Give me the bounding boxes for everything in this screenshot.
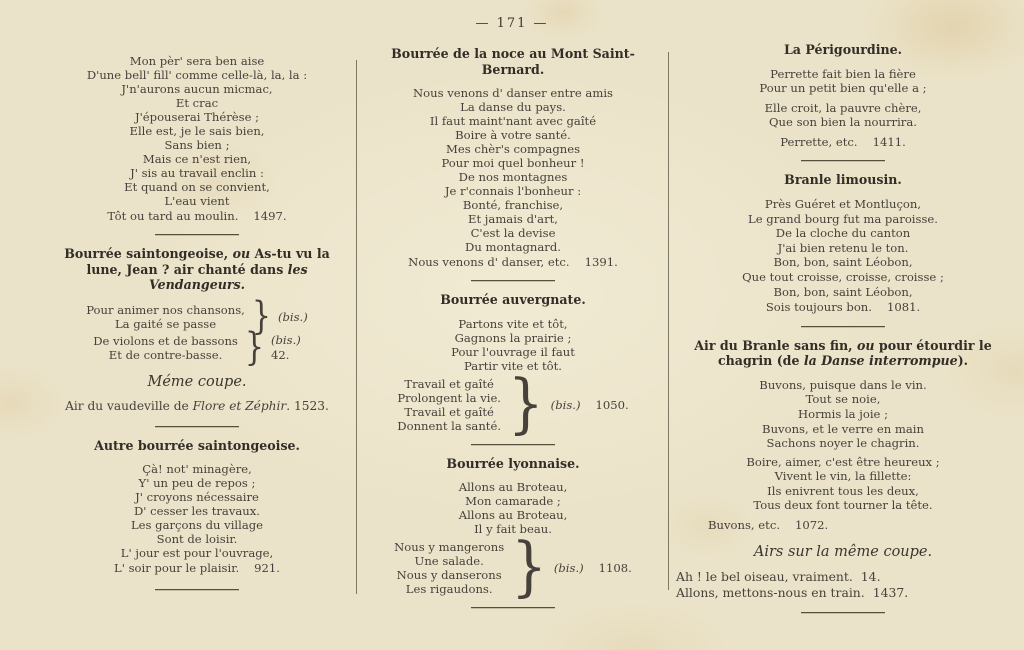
bis-label: [551, 398, 629, 412]
section-rule: [155, 234, 239, 235]
verse: [364, 317, 662, 373]
verse-line: Nous y danserons: [396, 568, 502, 582]
verse-line-text: Sois toujours bon.: [765, 300, 872, 315]
verse-line: Bon, bon, saint Léobon,: [773, 284, 913, 299]
verse-line: Travail et gaîté: [404, 404, 494, 419]
verse-line: Du montagnard.: [465, 240, 561, 254]
verse-line: La danse du pays.: [460, 100, 566, 114]
verse-line: Il y fait beau.: [474, 522, 552, 536]
song-heading: Bourrée de la noce au Mont Saint-Bernard.: [391, 46, 635, 77]
song-ref: 921.: [254, 561, 280, 575]
heading-text-italic: la Danse interrompue: [803, 353, 958, 369]
section-rule: [801, 160, 885, 161]
heading-text-italic: les Vendangeurs.: [149, 261, 308, 292]
verse: [364, 86, 662, 254]
verse-line: Une salade.: [414, 554, 484, 568]
air-ref: . 1523.: [286, 398, 329, 413]
verse-line: La gaité se passe: [114, 316, 217, 331]
song-heading: Branle limousin.: [784, 172, 902, 188]
verse-line: Allons au Broteau,: [458, 480, 568, 494]
verse-line: L'eau vient: [164, 194, 230, 208]
verse-line: Partons vite et tôt,: [458, 316, 568, 331]
song-ref: 1497.: [253, 209, 287, 223]
song-heading: Bourrée lyonnaise.: [446, 455, 580, 471]
verse-line: [676, 518, 1010, 533]
verse-line: Partir vite et tôt.: [464, 358, 562, 373]
verse-line: De nos montagnes: [458, 170, 568, 184]
verse-line: Pour un petit bien qu'elle a ;: [759, 81, 927, 96]
heading-text: Bourrée saintongeoise,: [64, 246, 233, 261]
verse-line: Mes chèr's compagnes: [445, 142, 581, 156]
verse-line: Pour animer nos chansons,: [86, 302, 245, 317]
verse-line: Mais ce n'est rien,: [142, 152, 252, 166]
verse-line: Je r'connais l'bonheur :: [444, 184, 582, 198]
section-rule: [471, 280, 555, 281]
verse-line: Bonté, franchise,: [462, 198, 564, 212]
heading-text: pour étourdir le chagrin (de: [717, 337, 992, 369]
page-number: — 171 —: [475, 16, 549, 31]
bis-group: [46, 293, 348, 339]
same-tune-note: Méme coupe.: [147, 373, 247, 390]
bis-label: (bis.): [277, 309, 308, 324]
verse-line: Sont de loisir.: [156, 532, 238, 546]
column-middle: [364, 46, 662, 619]
section-rule: [801, 326, 885, 327]
verse-line: De la cloche du canton: [775, 226, 911, 241]
bis-lines: [86, 303, 245, 331]
verse-line: De violons et de bassons: [93, 333, 238, 348]
verse-line: Et de contre-basse.: [108, 347, 223, 362]
verse-line: J' croyons nécessaire: [135, 490, 259, 504]
verse-line: Pour l'ouvrage il faut: [451, 344, 575, 359]
bis-lines: [397, 377, 501, 433]
air-list: [676, 569, 1010, 601]
song-heading: [676, 338, 1010, 369]
verse-line: Prolongent la vie.: [397, 390, 501, 405]
verse-line: Boire, aimer, c'est être heureux ;: [746, 454, 940, 469]
brace-icon: }: [244, 324, 264, 370]
verse-line: Gagnons la prairie ;: [454, 330, 572, 345]
column-left: [46, 54, 348, 601]
verse-line-text: L' soir pour le plaisir.: [114, 561, 240, 575]
verse-line-text: Nous venons d' danser, etc.: [408, 255, 570, 269]
air-text: Ah ! le bel oiseau, vraiment.: [676, 569, 853, 585]
verse-line: Buvons, et le verre en main: [762, 421, 924, 436]
verse-line: Y' un peu de repos ;: [138, 476, 256, 490]
bis-group: [46, 324, 348, 370]
bis-group: [364, 530, 662, 605]
verse-line: Que tout croisse, croisse, croisse ;: [742, 269, 944, 284]
verse-line: Vivent le vin, la fillette:: [774, 469, 912, 484]
verse-line: Nous y mangerons: [394, 540, 505, 554]
verse-line: Allons au Broteau,: [458, 508, 568, 522]
bis-label: (bis.): [270, 333, 301, 347]
heading-text: ).: [957, 353, 969, 369]
heading-text: As-tu vu la lune, Jean ? air chanté dans: [86, 246, 330, 277]
song-ref: 1081.: [886, 300, 921, 315]
verse-line: Le grand bourg fut ma paroisse.: [748, 211, 938, 226]
song-ref: 1108.: [598, 561, 632, 575]
brace-icon: }: [511, 530, 547, 605]
verse-line: Boire à votre santé.: [455, 128, 571, 142]
verse-line: Bon, bon, saint Léobon,: [773, 255, 913, 270]
verse-line: Tous deux font tourner la tête.: [753, 498, 933, 513]
verse-line: Sans bien ;: [164, 138, 230, 152]
air-title-italic: Flore et Zéphir: [192, 398, 287, 413]
verse-line: Elle croit, la pauvre chère,: [764, 100, 922, 115]
verse-line-text: Tôt ou tard au moulin.: [107, 209, 239, 223]
song-ref: 14.: [860, 569, 881, 585]
verse-line: D'une bell' fill' comme celle-là, la, la :: [86, 68, 308, 82]
verse-line: D' cesser les travaux.: [134, 504, 260, 518]
verse-line: Travail et gaîté: [404, 376, 494, 391]
verse-line: Perrette fait bien la fière: [770, 66, 916, 81]
section-rule: [155, 589, 239, 590]
verse: [676, 378, 1010, 513]
verse-line: J'n'aurons aucun micmac,: [121, 82, 273, 96]
brace-icon: }: [251, 293, 271, 339]
heading-text-italic: ou: [232, 246, 251, 261]
verse-line: Et crac: [175, 96, 219, 110]
bis-text: (bis.): [550, 397, 581, 412]
air-reference-line: [676, 585, 1010, 601]
verse-line: Elle est, je le sais bien,: [129, 124, 265, 138]
verse-line: Que son bien la nourrira.: [769, 115, 917, 130]
verse-line: Les garçons du village: [130, 518, 264, 532]
bis-label: [554, 561, 632, 575]
verse-line: J'ai bien retenu le ton.: [777, 240, 909, 255]
song-ref: 1050.: [595, 397, 629, 412]
verse: [676, 67, 1010, 130]
verse-line: Pour moi quel bonheur !: [441, 156, 585, 170]
verse-line: Près Guéret et Montluçon,: [764, 196, 922, 211]
verse-line: [676, 135, 1010, 150]
column-divider-right: [668, 52, 669, 590]
bis-lines: [394, 540, 504, 596]
verse-line: Les rigaudons.: [405, 582, 493, 596]
verse-line: Il faut maint'nant avec gaîté: [429, 114, 597, 128]
song-ref: 1391.: [584, 255, 618, 269]
air-reference-line: [676, 569, 1010, 585]
verse-line: Sachons noyer le chagrin.: [766, 436, 920, 451]
song-ref: 1072.: [795, 518, 829, 533]
heading-text: Air du Branle sans fin,: [694, 337, 857, 353]
air-reference-line: [46, 399, 348, 413]
song-ref: 42.: [270, 348, 290, 362]
verse: [676, 197, 1010, 299]
verse-line: [46, 561, 348, 575]
verse-line: [364, 255, 662, 269]
same-tune-note: Airs sur la même coupe.: [753, 543, 933, 560]
verse-line: L' jour est pour l'ouvrage,: [120, 546, 274, 560]
column-divider-left: [356, 60, 357, 594]
brace-icon: }: [508, 366, 544, 442]
verse-line: [46, 209, 348, 223]
verse-line: Çà! not' minagère,: [142, 462, 252, 476]
column-right: [676, 42, 1010, 624]
verse-line: Hormis la joie ;: [797, 406, 888, 421]
verse: [46, 462, 348, 560]
section-rule: [801, 612, 885, 613]
verse-line-text: Perrette, etc.: [780, 134, 858, 149]
bis-text: (bis.): [553, 561, 584, 575]
heading-text-italic: ou: [856, 337, 875, 353]
bis-label-column: [271, 333, 301, 362]
verse-line: Et jamais d'art,: [468, 212, 558, 226]
section-rule: [155, 426, 239, 427]
verse-line: J'épouserai Thérèse ;: [134, 110, 260, 124]
bis-group: [364, 366, 662, 442]
verse-line: Et quand on se convient,: [124, 180, 270, 194]
bis-lines: [93, 334, 238, 362]
verse-line: Mon camarade ;: [465, 494, 561, 508]
verse-line: [676, 300, 1010, 315]
verse-line: Nous venons d' danser entre amis: [413, 86, 613, 100]
song-heading: La Périgourdine.: [783, 42, 903, 57]
verse-line: Donnent la santé.: [397, 418, 502, 433]
verse-line: Tout se noie,: [805, 392, 881, 407]
section-rule: [471, 444, 555, 445]
song-ref: 1411.: [872, 134, 906, 149]
air-text: Allons, mettons-nous en train.: [676, 585, 865, 601]
verse-line: Buvons, puisque dans le vin.: [759, 377, 927, 392]
air-text: Air du vaudeville de: [65, 398, 193, 413]
verse-line: Ils enivrent tous les deux,: [767, 483, 919, 498]
verse-line-text: Buvons, etc.: [708, 518, 781, 533]
verse: [364, 480, 662, 536]
song-heading: Bourrée auvergnate.: [440, 292, 586, 307]
verse-line: J' sis au travail enclin :: [130, 166, 264, 180]
song-heading: Autre bourrée saintongeoise.: [94, 437, 300, 453]
verse-line: C'est la devise: [470, 226, 556, 240]
verse-line: Mon pèr' sera ben aise: [129, 54, 265, 68]
song-ref: 1437.: [872, 585, 909, 601]
verse-continuation: [46, 54, 348, 208]
song-heading: [46, 246, 348, 293]
section-rule: [471, 607, 555, 608]
